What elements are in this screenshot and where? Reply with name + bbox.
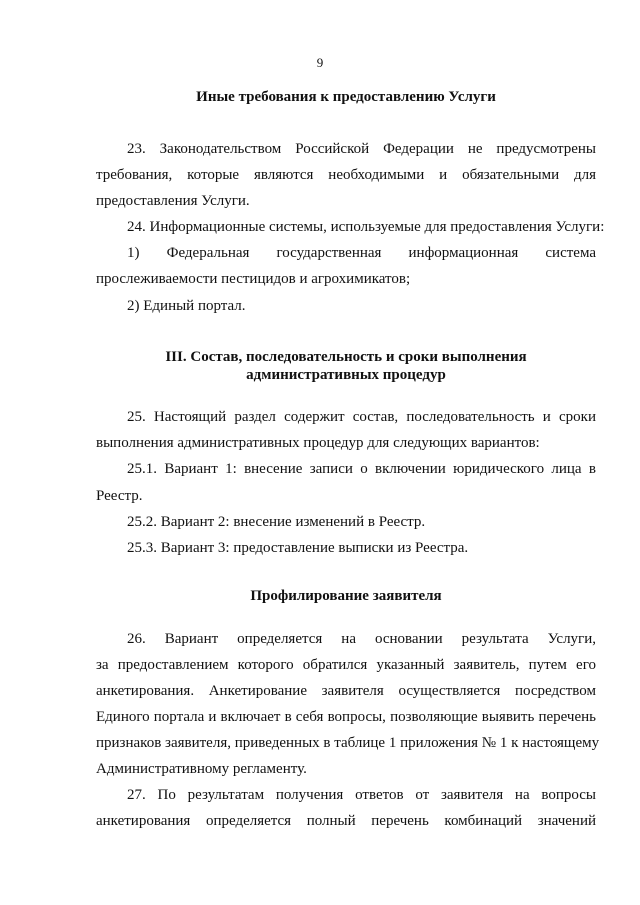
section-title-iii-line-1: III. Состав, последовательность и сроки выполнения xyxy=(165,349,527,365)
section-title-other-requirements: Иные требования к предоставлению Услуги xyxy=(196,89,496,105)
section-title-profiling: Профилирование заявителя xyxy=(250,588,442,604)
paragraph-27-line-2: анкетирования определяется полный перечень комбинаций значений xyxy=(96,813,596,829)
paragraph-25-2: 25.2. Вариант 2: внесение изменений в Реестр. xyxy=(127,514,426,530)
paragraph-24: 24. Информационные системы, используемые для предоставления Услуги: xyxy=(127,219,605,235)
section-title-iii-line-2: административных процедур xyxy=(246,367,446,383)
page-number: 9 xyxy=(316,55,324,70)
paragraph-25-1-line-2: Реестр. xyxy=(96,488,143,504)
paragraph-25-line-2: выполнения административных процедур для следующих вариантов: xyxy=(96,435,540,451)
paragraph-25-1-line-1: 25.1. Вариант 1: внесение записи о включении юридического лица в xyxy=(127,461,596,477)
paragraph-24-2: 2) Единый портал. xyxy=(127,298,246,314)
paragraph-26-line-3: анкетирования. Анкетирование заявителя осуществляется посредством xyxy=(96,683,596,699)
paragraph-24-1-line-1: 1) Федеральная государственная информационная система xyxy=(127,245,596,261)
paragraph-25-line-1: 25. Настоящий раздел содержит состав, последовательность и сроки xyxy=(127,409,596,425)
paragraph-25-3: 25.3. Вариант 3: предоставление выписки из Реестра. xyxy=(127,540,469,556)
paragraph-27-line-1: 27. По результатам получения ответов от заявителя на вопросы xyxy=(127,787,596,803)
paragraph-24-1-line-2: прослеживаемости пестицидов и агрохимикатов; xyxy=(96,271,411,287)
paragraph-26-line-1: 26. Вариант определяется на основании результата Услуги, xyxy=(127,631,596,647)
paragraph-26-line-4: Единого портала и включает в себя вопросы, позволяющие выявить перечень xyxy=(96,709,596,725)
paragraph-26-line-2: за предоставлением которого обратился указанный заявитель, путем его xyxy=(96,657,596,673)
paragraph-23-line-3: предоставления Услуги. xyxy=(96,193,250,209)
paragraph-23-line-1: 23. Законодательством Российской Федерации не предусмотрены xyxy=(127,141,596,157)
paragraph-26-line-5: признаков заявителя, приведенных в таблице 1 приложения № 1 к настоящему xyxy=(96,735,600,751)
paragraph-23-line-2: требования, которые являются необходимыми и обязательными для xyxy=(96,167,596,183)
paragraph-26-line-6: Административному регламенту. xyxy=(96,761,307,777)
